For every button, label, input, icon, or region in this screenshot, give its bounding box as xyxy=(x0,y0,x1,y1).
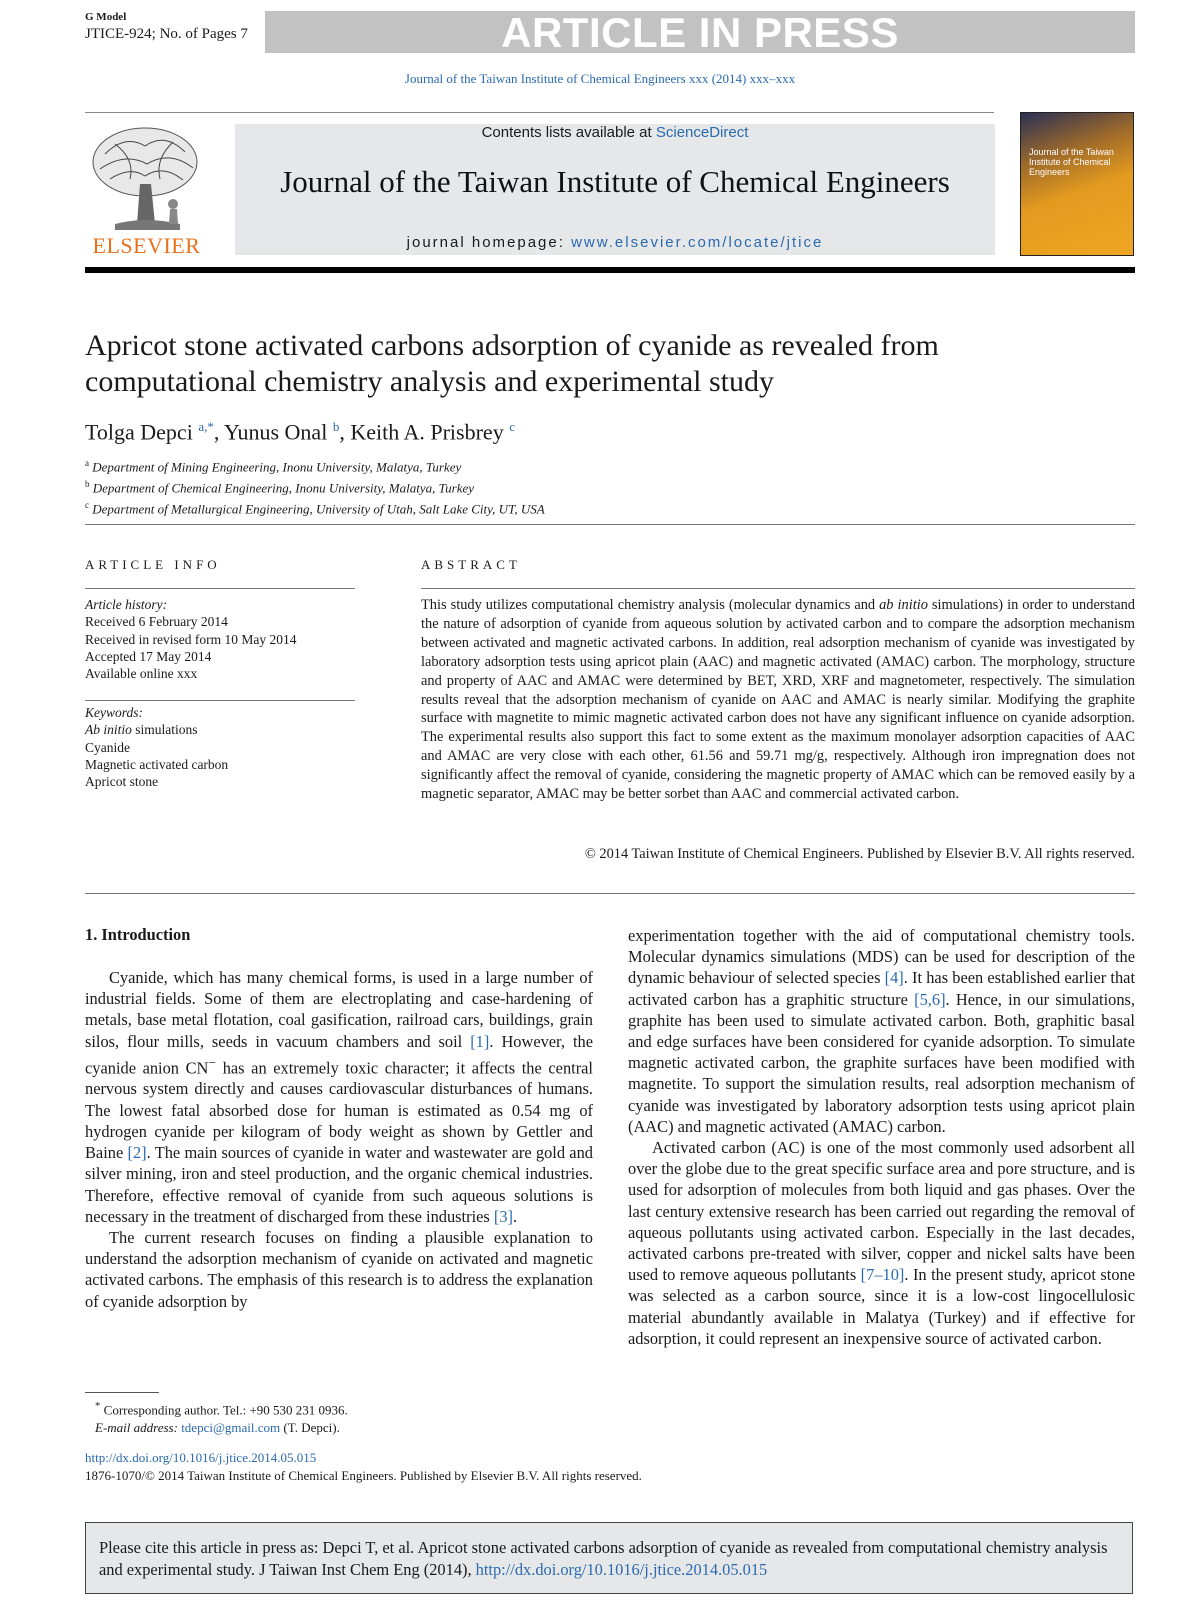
paragraph: The current research focuses on finding a plausible explanation to understand the adsorption mechanism of cyanide on activated and magnetic activated carbons. The emphasis of this research is to address the explanation of cyanide adsorption by xyxy=(85,1227,593,1311)
reference-link[interactable]: [7–10] xyxy=(860,1265,905,1285)
journal-name: Journal of the Taiwan Institute of Chemical Engineers xyxy=(280,164,950,199)
author-affiliation-marker[interactable]: b xyxy=(332,419,340,434)
keyword-item xyxy=(85,721,228,738)
history-item: Received 6 February 2014 xyxy=(85,614,228,630)
introduction-heading: 1. Introduction xyxy=(85,925,191,944)
paragraph xyxy=(628,1137,1135,1349)
history-item: Available online xxx xyxy=(85,666,198,682)
journal-citation-link[interactable]: Journal of the Taiwan Institute of Chemical Engineers xxx (2014) xxx–xxx xyxy=(404,71,796,86)
citation-box xyxy=(85,1522,1133,1594)
article-info-heading: ARTICLE INFO xyxy=(85,557,221,572)
paragraph xyxy=(85,967,593,1227)
reference-link[interactable]: [4] xyxy=(884,968,904,988)
affiliation-marker: b xyxy=(85,478,90,489)
author-name: Keith A. Prisbrey xyxy=(350,419,504,445)
text-run: has an extremely toxic character; it affects the central nervous system directly and causes cardiovascular disturbances of humans. The lowest fatal absorbed dose for human is estimated as 0.54 mg of hydrogen cyanide per kilogram of body weight as shown by Gettler and Baine xyxy=(85,1058,593,1163)
keyword-item: Cyanide xyxy=(85,739,130,755)
history-item: Accepted 17 May 2014 xyxy=(85,648,212,664)
article-in-press-banner xyxy=(265,9,1135,56)
email-suffix: (T. Depci). xyxy=(280,1420,340,1436)
author-name: Tolga Depci xyxy=(85,419,193,445)
citation-body: Please cite this article in press as: Depci T, et al. Apricot stone activated carbons adsorption of cyanide as revealed from computational chemistry analysis and experimental study. J Taiwan Inst Chem Eng (2014), xyxy=(99,1538,1108,1579)
manuscript-id: JTICE-924; No. of Pages 7 xyxy=(85,26,248,42)
abstract-body xyxy=(421,596,1135,804)
history-item: Received in revised form 10 May 2014 xyxy=(85,631,297,647)
email-link[interactable]: tdepci@gmail.com xyxy=(181,1420,281,1436)
superscript: − xyxy=(208,1054,217,1070)
text-run: . Hence, in our simulations, graphite has been used to simulate activated carbon. Both, graphitic basal and edge surfaces have been considered for cyanide adsorption. To simulate magnetic activated carbon, the graphite surfaces have been modified with magnetite. To support the simulation results, real adsorption mechanism of cyanide was investigated by laboratory adsorption tests using apricot plain (AAC) and magnetic activated (AMAC) carbon. xyxy=(628,989,1135,1136)
article-title-line-2: computational chemistry analysis and experimental study xyxy=(85,365,774,398)
elsevier-tree-icon xyxy=(85,124,208,234)
corresponding-author-footnote xyxy=(95,1397,348,1437)
footnote-marker: * xyxy=(95,1400,101,1412)
history-label: Article history: xyxy=(85,597,168,612)
abstract-heading: ABSTRACT xyxy=(421,557,521,572)
keyword-italic: Ab initio xyxy=(85,722,132,738)
elsevier-logo xyxy=(85,124,208,258)
text-run: . The main sources of cyanide in water and wastewater are gold and silver mining, iron and steel production, and the organic chemical industries. Therefore, effective removal of cyanide from such aqueous solutions is necessary in the treatment of discharged from these industries xyxy=(85,1143,593,1226)
reference-link[interactable]: [3] xyxy=(493,1206,514,1226)
abstract-copyright: © 2014 Taiwan Institute of Chemical Engineers. Published by Elsevier B.V. All rights reserved. xyxy=(584,846,1135,862)
journal-cover-image xyxy=(1020,112,1134,256)
abstract-part: This study utilizes computational chemistry analysis (molecular dynamics and xyxy=(421,597,880,613)
footnote-rule xyxy=(85,1392,159,1393)
citation-text xyxy=(99,1537,1120,1580)
affiliation-text: Department of Chemical Engineering, Inonu University, Malatya, Turkey xyxy=(92,480,475,496)
contents-line xyxy=(235,124,995,142)
article-title xyxy=(85,328,1085,400)
article-history xyxy=(85,596,296,682)
affiliation-marker: c xyxy=(85,499,89,510)
affiliation-list xyxy=(85,455,545,517)
affiliation-text: Department of Metallurgical Engineering, University of Utah, Salt Lake City, UT, USA xyxy=(92,500,545,516)
sciencedirect-link[interactable]: ScienceDirect xyxy=(655,124,749,141)
affiliation-item xyxy=(85,455,545,476)
affiliation-item xyxy=(85,476,545,497)
section-rule xyxy=(85,893,1135,894)
abstract-rule xyxy=(421,588,1135,589)
homepage-line xyxy=(235,234,995,252)
reference-link[interactable]: [5,6] xyxy=(914,989,946,1009)
footnote-text: Corresponding author. Tel.: +90 530 231 0936. xyxy=(100,1402,348,1418)
citation-doi-link[interactable]: http://dx.doi.org/10.1016/j.jtice.2014.05.015 xyxy=(475,1559,768,1579)
abstract-italic: ab initio xyxy=(879,597,928,613)
affiliation-text: Department of Mining Engineering, Inonu University, Malatya, Turkey xyxy=(92,459,462,475)
homepage-prefix: journal homepage: xyxy=(406,234,572,251)
text-run: . However, the cyanide anion CN xyxy=(85,1031,593,1078)
text-run: Cyanide, which has many chemical forms, is used in a large number of industrial fields. Some of them are electroplating and case-hardening of metals, base metal flotation, coal gasification, railroad cars, buildings, grain silos, flour mills, seeds in vacuum chambers and soil xyxy=(85,968,593,1051)
keyword-item: Magnetic activated carbon xyxy=(85,756,229,772)
contents-prefix: Contents lists available at xyxy=(481,124,656,141)
article-title-line-1: Apricot stone activated carbons adsorption of cyanide as revealed from xyxy=(85,329,939,362)
abstract-part: simulations) in order to understand the nature of adsorption of cyanide from aqueous solution by activated carbon and to compare the adsorption mechanism between activated and magnetic activated carbons. In addition, real adsorption mechanism of cyanide was investigated by laboratory adsorption tests using apricot plain (AAC) and magnetic activated (AMAC) carbon. The morphology, structure and property of AAC and AMAC were determined by BET, XRD, XRF and magnetometer, respectively. The simulation results reveal that the adsorption mechanism of cyanide on AAC and AMAC is nearly similar. Modifying the graphite surface with magnetite to mimic magnetic activated carbon does not have any significant influence on cyanide adsorption. The experimental results also support this fact to some extent as the maximum monolayer adsorption capacities of AAC and AMAC are very close with each other, 61.56 and 59.71 mg/g, respectively. Although iron impregnation does not significantly affect the removal of cyanide, considering the magnetic property of AMAC which can be removed easily by a magnetic separator, AMAC may be better sorbet than AAC and commercial activated carbon. xyxy=(421,597,1135,803)
journal-header-box xyxy=(235,124,995,255)
reference-link[interactable]: [2] xyxy=(127,1143,147,1163)
keywords-label: Keywords: xyxy=(85,705,143,720)
keywords-rule xyxy=(85,700,355,701)
text-run: . It has been established earlier that activated carbon has a graphitic structure xyxy=(628,968,1135,1009)
affiliation-item xyxy=(85,497,545,518)
text-run: Activated carbon (AC) is one of the most commonly used adsorbent all over the globe due to the great specific surface area and pore structure, and is used for adsorption of molecules from both liquid and gas phases. Over the last century extensive research has been carried out regarding the removal of aqueous pollutants using activated carbon. Especially in the last decades, activated carbons pre-treated with silver, copper and nickel salts have been used to remove aqueous pollutants xyxy=(628,1138,1135,1285)
affiliation-marker: a xyxy=(85,458,89,468)
header-thick-rule xyxy=(85,267,1135,273)
section-rule xyxy=(85,524,1135,525)
elsevier-wordmark: ELSEVIER xyxy=(92,233,201,258)
text-run: . xyxy=(513,1206,518,1226)
keyword-item: Apricot stone xyxy=(85,774,159,790)
g-model-label: G Model xyxy=(85,11,127,23)
text-run: . In the present study, apricot stone was selected as a carbon source, since it is a low-cost lingocellulosic material abundantly available in Malatya (Turkey) and if effective for adsorption, it could represent an inexpensive source of activated carbon. xyxy=(628,1265,1135,1348)
reference-link[interactable]: [1] xyxy=(470,1031,490,1051)
article-in-press-text: ARTICLE IN PRESS xyxy=(501,9,899,56)
body-column-right xyxy=(628,925,1135,1349)
author-list: Tolga Depci $^{a,*}$, Yunus Onal $^b$, Keith A. Prisbrey $^c$ xyxy=(85,419,515,445)
cover-title: Journal of the Taiwan Institute of Chemical Engineers xyxy=(1029,147,1114,177)
author-affiliation-marker[interactable]: c xyxy=(509,419,515,434)
keywords-list xyxy=(85,704,228,790)
keyword-rest: simulations xyxy=(131,722,198,738)
body-column-left xyxy=(85,967,593,1312)
paragraph xyxy=(628,925,1135,1137)
author-affiliation-marker[interactable]: a,* xyxy=(198,419,214,434)
header-rule xyxy=(85,112,994,113)
homepage-link[interactable]: www.elsevier.com/locate/jtice xyxy=(571,234,824,251)
doi-link[interactable]: http://dx.doi.org/10.1016/j.jtice.2014.05.015 xyxy=(85,1450,317,1465)
email-label: E-mail address: xyxy=(95,1420,182,1436)
issn-copyright: 1876-1070/© 2014 Taiwan Institute of Chemical Engineers. Published by Elsevier B.V. All rights reserved. xyxy=(85,1468,642,1483)
info-rule xyxy=(85,588,355,589)
author-name: Yunus Onal xyxy=(224,419,328,445)
text-run: experimentation together with the aid of computational chemistry tools. Molecular dynamics simulations (MDS) can be used for description of the dynamic behaviour of selected species xyxy=(628,926,1135,988)
